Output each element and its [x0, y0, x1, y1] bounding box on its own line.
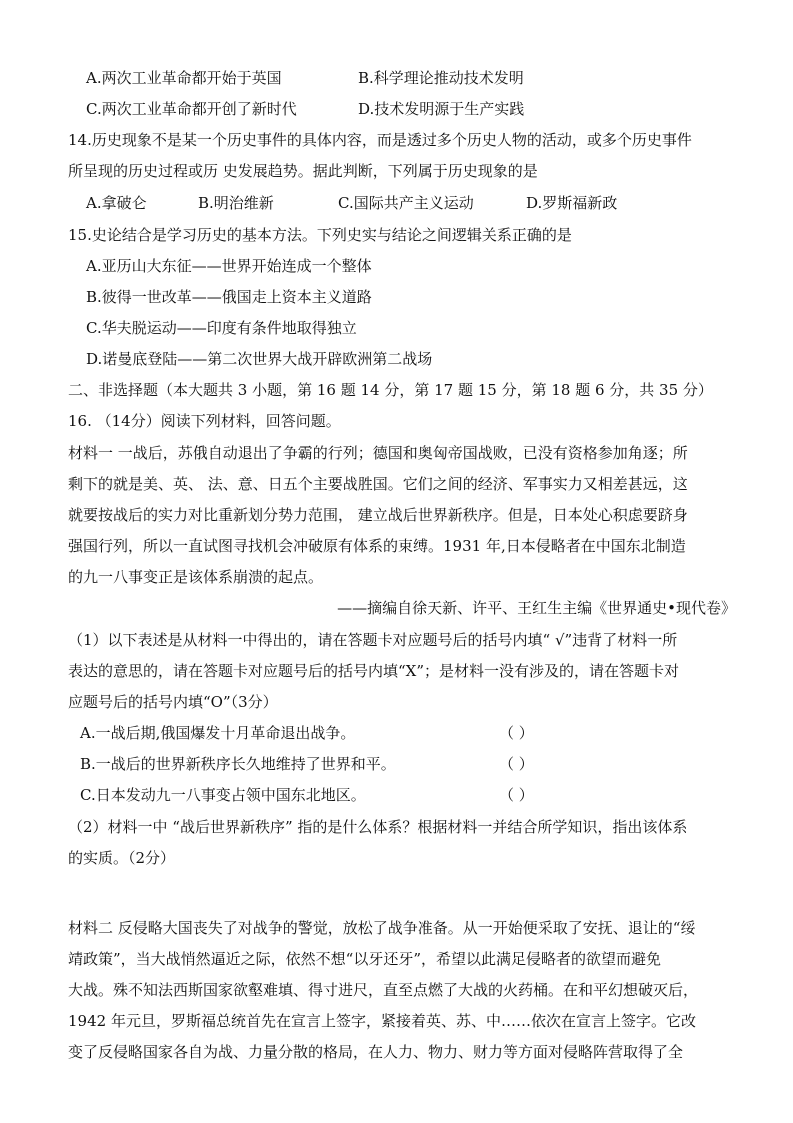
- q16-sub2-line-1: （2）材料一中 “战后世界新秩序” 指的是什么体系？根据材料一并结合所学知识，指出该体系: [68, 818, 688, 836]
- q16-material1-source: ——摘编自徐天新、许平、王红生主编《世界通史•现代卷》: [337, 599, 736, 617]
- q16-sub1-line-1: （1）以下表述是从材料一中得出的，请在答题卡对应题号后的括号内填“ √”违背了材料一所: [68, 631, 678, 649]
- q15-option-a: A.亚历山大东征——世界开始连成一个整体: [86, 257, 372, 275]
- answer-paren-b: （ ）: [499, 755, 534, 773]
- q16-statement-c: [80, 785, 748, 805]
- q13-option-c: C.两次工业革命都开创了新时代: [86, 100, 297, 118]
- q14-option-c: C.国际共产主义运动: [338, 194, 474, 212]
- q16-material2-line-5: 变了反侵略国家各自为战、力量分散的格局，在人力、物力、财力等方面对侵略阵营取得了全: [68, 1043, 684, 1061]
- q13-option-b: B.科学理论推动技术发明: [358, 69, 524, 87]
- q16-material2-line-1: 材料二 反侵略大国丧失了对战争的警觉，放松了战争准备。从一开始便采取了安抚、退让的“绥: [68, 919, 696, 937]
- q16-material1-line-1: 材料一 一战后，苏俄自动退出了争霸的行列；德国和奥匈帝国战败，已没有资格参加角逐；所: [68, 444, 688, 462]
- q16-material2-line-4: 1942 年元旦，罗斯福总统首先在宣言上签字，紧接着英、苏、中……依次在宣言上签字。它改: [68, 1012, 696, 1030]
- q13-option-d: D.技术发明源于生产实践: [358, 100, 525, 118]
- q16-sub1-line-3: 应题号后的括号内填“O”（3分）: [68, 693, 278, 711]
- q14-option-d: D.罗斯福新政: [526, 194, 618, 212]
- q16-material1-line-3: 就要按战后的实力对比重新划分势力范围， 建立战后世界新秩序。但是，日本处心积虑要跻身: [68, 506, 688, 524]
- q16-material1-line-4: 强国行列，所以一直试图寻找机会冲破原有体系的束缚。1931 年,日本侵略者在中国东北制造: [68, 537, 686, 555]
- q13-option-a: A.两次工业革命都开始于英国: [86, 69, 282, 87]
- q15-option-b: B.彼得一世改革——俄国走上资本主义道路: [86, 288, 372, 306]
- q14-option-a: A.拿破仑: [86, 194, 147, 212]
- q16-statement-b-text: B.一战后的世界新秩序长久地维持了世界和平。: [80, 755, 396, 773]
- q15-stem: 15.史论结合是学习历史的基本方法。下列史实与结论之间逻辑关系正确的是: [68, 226, 572, 244]
- q15-option-d: D.诺曼底登陆——第二次世界大战开辟欧洲第二战场: [86, 350, 433, 368]
- q16-material1-line-2: 剩下的就是美、英、 法、意、日五个主要战胜国。它们之间的经济、军事实力又相差甚远，这: [68, 475, 688, 493]
- answer-paren-a: （ ）: [499, 724, 534, 742]
- q16-statement-a: [80, 723, 748, 743]
- q14-stem-line-2: 所呈现的历史过程或历 史发展趋势。据此判断，下列属于历史现象的是: [68, 162, 538, 180]
- q16-sub1-line-2: 表达的意思的，请在答题卡对应题号后的括号内填“X”；是材料一没有涉及的，请在答题卡对: [68, 662, 680, 680]
- q16-statement-c-text: C.日本发动九一八事变占领中国东北地区。: [80, 786, 366, 804]
- q16-statement-a-text: A.一战后期,俄国爆发十月革命退出战争。: [80, 724, 356, 742]
- q16-statement-b: [80, 754, 748, 774]
- q16-material1-line-5: 的九一八事变正是该体系崩溃的起点。: [68, 568, 324, 586]
- section-2-title: 二、非选择题（本大题共 3 小题，第 16 题 14 分，第 17 题 15 分，第 18 题 6 分，共 35 分）: [68, 381, 713, 399]
- q16-material2-line-2: 靖政策”，当大战悄然逼近之际，依然不想“以牙还牙”，希望以此满足侵略者的欲望而避免: [68, 950, 662, 968]
- q14-stem-line-1: 14.历史现象不是某一个历史事件的具体内容，而是透过多个历史人物的活动，或多个历史事件: [68, 131, 692, 149]
- answer-paren-c: （ ）: [499, 786, 534, 804]
- q16-sub2-line-2: 的实质。（2分）: [68, 849, 176, 867]
- q15-option-c: C.华夫脱运动——印度有条件地取得独立: [86, 319, 357, 337]
- q14-option-b: B.明治维新: [198, 194, 274, 212]
- q16-stem: 16. （14分）阅读下列材料，回答问题。: [68, 412, 341, 430]
- q16-material2-line-3: 大战。殊不知法西斯国家欲壑难填、得寸进尺，直至点燃了大战的火药桶。在和平幻想破灭后，: [68, 981, 699, 999]
